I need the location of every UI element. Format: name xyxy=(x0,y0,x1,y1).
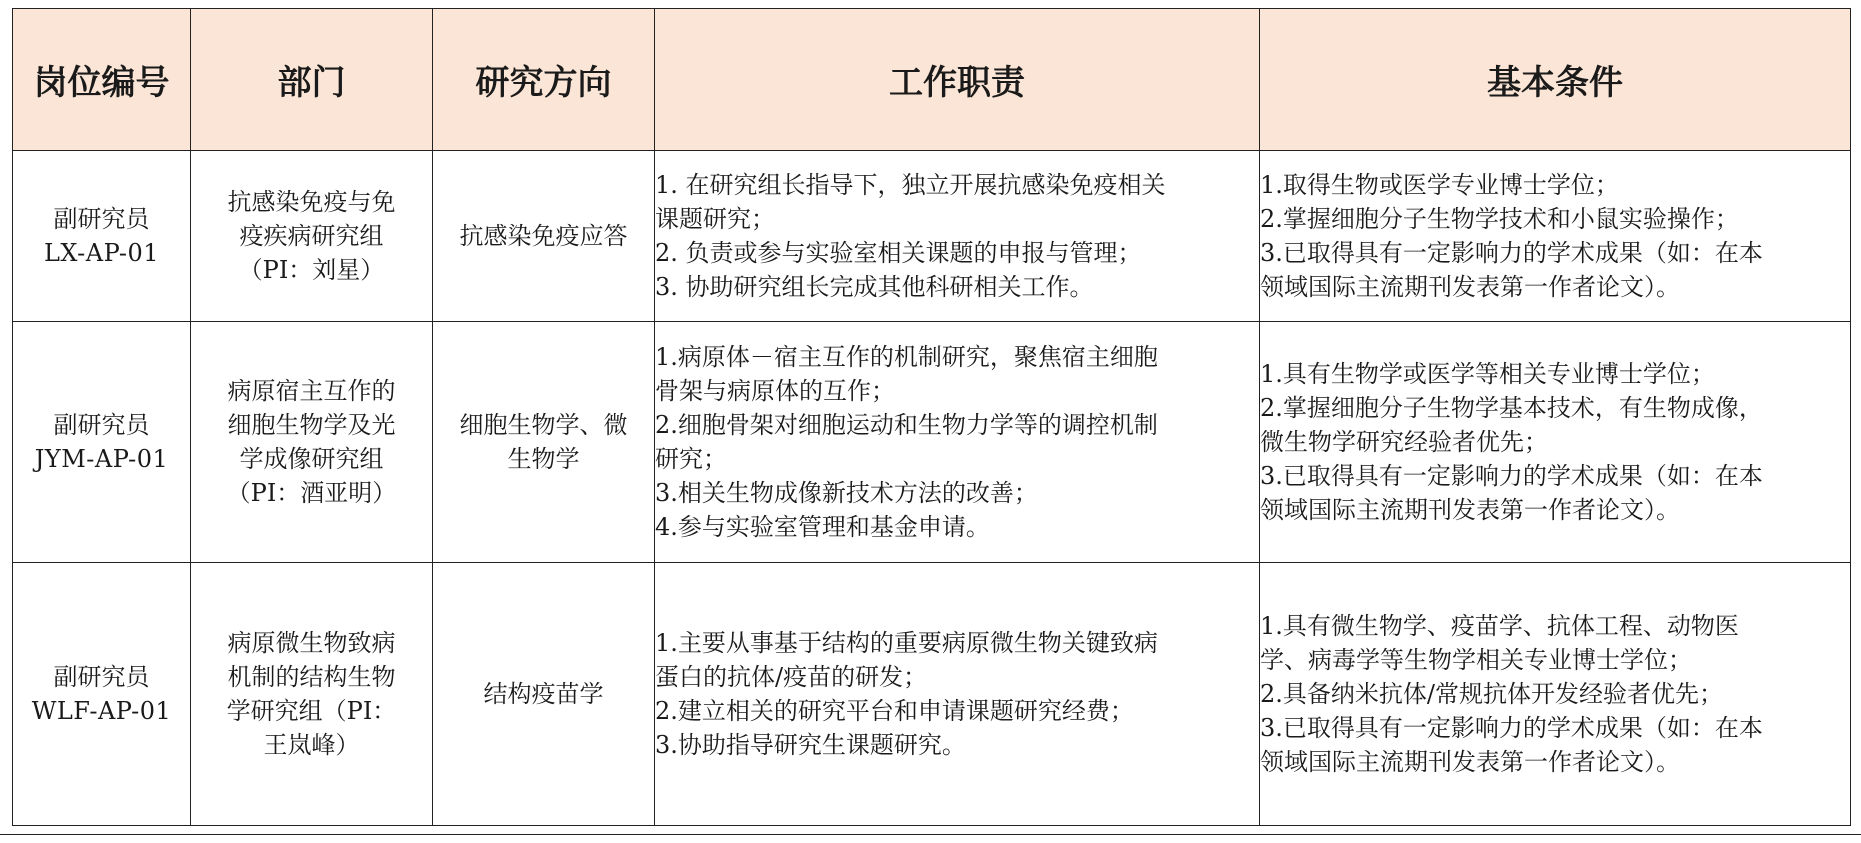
requirements-cell xyxy=(1260,563,1851,826)
requirement-line: 1.具有生物学或医学等相关专业博士学位； xyxy=(1260,360,1715,388)
position-cell xyxy=(13,151,191,322)
department-line: 学研究组（PI： xyxy=(226,697,397,725)
duties-cell xyxy=(655,322,1260,563)
requirement-line: 领域国际主流期刊发表第一作者论文）。 xyxy=(1260,273,1680,301)
department-line: 细胞生物学及光 xyxy=(227,411,396,439)
department-line: 疫疾病研究组 xyxy=(239,222,384,250)
positions-table xyxy=(12,8,1851,826)
duty-line: 2.建立相关的研究平台和申请课题研究经费； xyxy=(655,697,1134,725)
requirement-line: 1.取得生物或医学专业博士学位； xyxy=(1260,171,1619,199)
requirement-line: 2.具备纳米抗体/常规抗体开发经验者优先； xyxy=(1260,680,1723,708)
department-line: 学成像研究组 xyxy=(239,445,384,473)
direction-line: 结构疫苗学 xyxy=(483,680,604,708)
direction-line: 细胞生物学、微 xyxy=(459,411,628,439)
table-row xyxy=(13,322,1851,563)
position-cell xyxy=(13,322,191,563)
table-row xyxy=(13,151,1851,322)
header-row xyxy=(13,9,1851,151)
department-line: （PI：酒亚明） xyxy=(226,479,397,507)
requirement-line: 1.具有微生物学、疫苗学、抗体工程、动物医 xyxy=(1260,612,1739,640)
duty-line: 1.病原体－宿主互作的机制研究，聚焦宿主细胞 xyxy=(655,343,1158,371)
duty-line: 1. 在研究组长指导下，独立开展抗感染免疫相关 xyxy=(655,171,1166,199)
direction-line: 抗感染免疫应答 xyxy=(459,222,628,250)
requirement-line: 3.已取得具有一定影响力的学术成果（如：在本 xyxy=(1260,239,1763,267)
department-cell xyxy=(191,151,433,322)
position-title: 副研究员 xyxy=(53,205,150,233)
duty-line: 蛋白的抗体/疫苗的研发； xyxy=(655,663,928,691)
duty-line: 3.协助指导研究生课题研究。 xyxy=(655,731,966,759)
requirements-cell xyxy=(1260,151,1851,322)
requirement-line: 微生物学研究经验者优先； xyxy=(1260,428,1548,456)
direction-cell xyxy=(433,151,655,322)
duty-line: 骨架与病原体的互作； xyxy=(655,377,895,405)
duty-line: 2.细胞骨架对细胞运动和生物力学等的调控机制 xyxy=(655,411,1158,439)
requirement-line: 2.掌握细胞分子生物学基本技术，有生物成像， xyxy=(1260,394,1763,422)
direction-cell xyxy=(433,563,655,826)
position-title: 副研究员 xyxy=(53,663,150,691)
requirement-line: 3.已取得具有一定影响力的学术成果（如：在本 xyxy=(1260,714,1763,742)
department-line: 王岚峰） xyxy=(263,731,360,759)
department-line: 机制的结构生物 xyxy=(227,663,396,691)
header-duties: 工作职责 xyxy=(655,9,1260,151)
duty-line: 研究； xyxy=(655,445,727,473)
duties-cell xyxy=(655,151,1260,322)
table-row xyxy=(13,563,1851,826)
position-code: JYM-AP-01 xyxy=(34,445,169,473)
requirement-line: 领域国际主流期刊发表第一作者论文）。 xyxy=(1260,496,1680,524)
duty-line: 4.参与实验室管理和基金申请。 xyxy=(655,513,990,541)
position-cell xyxy=(13,563,191,826)
duties-cell xyxy=(655,563,1260,826)
requirement-line: 3.已取得具有一定影响力的学术成果（如：在本 xyxy=(1260,462,1763,490)
department-cell xyxy=(191,322,433,563)
department-line: （PI：刘星） xyxy=(238,256,385,284)
department-line: 病原宿主互作的 xyxy=(227,377,396,405)
duty-line: 3. 协助研究组长完成其他科研相关工作。 xyxy=(655,273,1094,301)
duty-line: 课题研究； xyxy=(655,205,775,233)
department-line: 抗感染免疫与免 xyxy=(227,188,396,216)
header-department: 部门 xyxy=(191,9,433,151)
requirements-cell xyxy=(1260,322,1851,563)
requirement-line: 领域国际主流期刊发表第一作者论文）。 xyxy=(1260,748,1680,776)
header-position-code: 岗位编号 xyxy=(13,9,191,151)
direction-line: 生物学 xyxy=(507,445,580,473)
position-code: LX-AP-01 xyxy=(43,239,160,267)
department-line: 病原微生物致病 xyxy=(227,629,396,657)
position-code: WLF-AP-01 xyxy=(31,697,172,725)
requirement-line: 2.掌握细胞分子生物学技术和小鼠实验操作； xyxy=(1260,205,1739,233)
duty-line: 1.主要从事基于结构的重要病原微生物关键致病 xyxy=(655,629,1158,657)
header-requirements: 基本条件 xyxy=(1260,9,1851,151)
requirement-line: 学、病毒学等生物学相关专业博士学位； xyxy=(1260,646,1692,674)
position-title: 副研究员 xyxy=(53,411,150,439)
header-research-direction: 研究方向 xyxy=(433,9,655,151)
duty-line: 2. 负责或参与实验室相关课题的申报与管理； xyxy=(655,239,1142,267)
department-cell xyxy=(191,563,433,826)
direction-cell xyxy=(433,322,655,563)
duty-line: 3.相关生物成像新技术方法的改善； xyxy=(655,479,1038,507)
